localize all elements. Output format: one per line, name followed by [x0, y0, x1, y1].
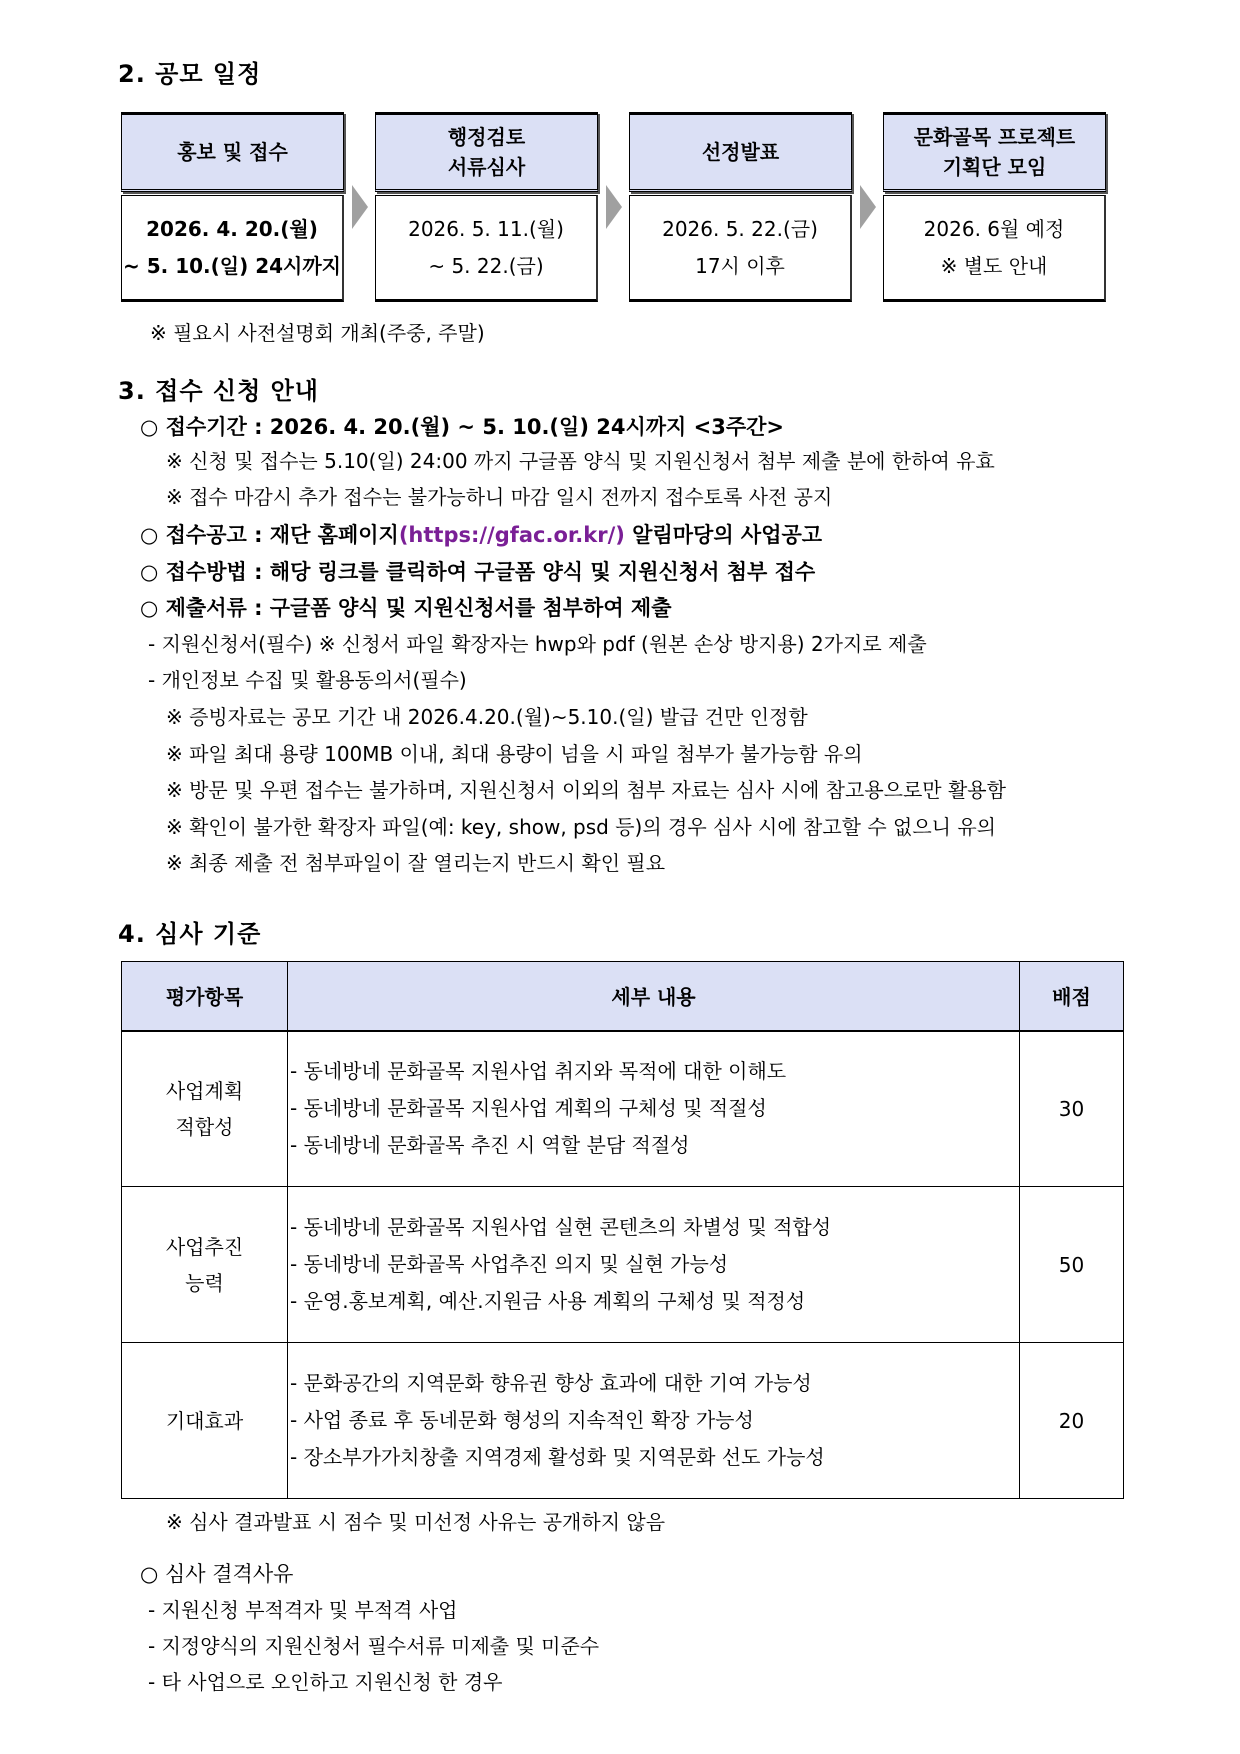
table-header-row [122, 962, 1124, 1031]
doc-item-2: - 개인정보 수집 및 활용동의서(필수) [148, 668, 467, 692]
step-head: 선정발표 [629, 112, 852, 192]
section-title-application: 3. 접수 신청 안내 [118, 377, 319, 405]
criteria-table [121, 961, 1124, 1499]
schedule-step-3 [629, 112, 852, 302]
section-title-schedule: 2. 공모 일정 [118, 60, 262, 88]
score-cell: 50 [1020, 1187, 1124, 1343]
category-cell: 사업추진 능력 [122, 1187, 288, 1343]
doc-item-1: - 지원신청서(필수) ※ 신청서 파일 확장자는 hwp와 pdf (원본 손상 방지용) 2가지로 제출 [148, 632, 927, 656]
doc-note: ※ 최종 제출 전 첨부파일이 잘 열리는지 반드시 확인 필요 [166, 851, 666, 875]
detail-line: - 동네방네 문화골목 지원사업 취지와 목적에 대한 이해도 [290, 1059, 787, 1084]
schedule-step-4 [883, 112, 1106, 302]
step-body: 2026. 5. 22.(금) 17시 이후 [629, 195, 852, 302]
details-cell [288, 1343, 1020, 1499]
table-row [122, 1343, 1124, 1499]
score-cell: 30 [1020, 1031, 1124, 1187]
table-note: ※ 심사 결과발표 시 점수 및 미선정 사유는 공개하지 않음 [166, 1510, 666, 1534]
application-notice [140, 521, 822, 549]
disqualification-title: ○ 심사 결격사유 [140, 1562, 294, 1586]
submission-docs: ○ 제출서류 : 구글폼 양식 및 지원신청서를 첨부하여 제출 [140, 596, 672, 620]
doc-note: ※ 파일 최대 용량 100MB 이내, 최대 용량이 넘을 시 파일 첨부가 불가능함 유의 [166, 742, 863, 766]
score-cell: 20 [1020, 1343, 1124, 1499]
step-head: 행정검토 서류심사 [375, 112, 598, 192]
step-body: 2026. 6월 예정 ※ 별도 안내 [883, 195, 1106, 302]
detail-line: - 운영.홍보계획, 예산.지원금 사용 계획의 구체성 및 적정성 [290, 1289, 806, 1313]
section-title-criteria: 4. 심사 기준 [118, 920, 262, 948]
period-note-1: ※ 신청 및 접수는 5.10(일) 24:00 까지 구글폼 양식 및 지원신청서 첨부 제출 분에 한하여 유효 [166, 449, 995, 473]
category-cell: 사업계획 적합성 [122, 1031, 288, 1187]
step-body: 2026. 4. 20.(월) ~ 5. 10.(일) 24시까지 [121, 195, 344, 302]
chevron-right-icon [606, 185, 622, 229]
disqualification-item: - 지원신청 부적격자 및 부적격 사업 [148, 1598, 458, 1622]
schedule-step-2 [375, 112, 598, 302]
category-cell: 기대효과 [122, 1343, 288, 1499]
detail-line: - 동네방네 문화골목 추진 시 역할 분담 적절성 [290, 1133, 690, 1158]
header-details: 세부 내용 [288, 962, 1020, 1031]
notice-suffix: 알림마당의 사업공고 [624, 523, 823, 547]
detail-line: - 사업 종료 후 동네문화 형성의 지속적인 확장 가능성 [290, 1408, 754, 1432]
step-body: 2026. 5. 11.(월) ~ 5. 22.(금) [375, 195, 598, 302]
step-head: 홍보 및 접수 [121, 112, 344, 192]
step-head: 문화골목 프로젝트 기획단 모임 [883, 112, 1106, 192]
detail-line: - 동네방네 문화골목 사업추진 의지 및 실현 가능성 [290, 1252, 729, 1276]
detail-line: - 동네방네 문화골목 지원사업 계획의 구체성 및 적절성 [290, 1096, 767, 1121]
schedule-step-1 [121, 112, 344, 302]
disqualification-item: - 타 사업으로 오인하고 지원신청 한 경우 [148, 1670, 503, 1694]
homepage-link[interactable]: (https://gfac.or.kr/) [398, 523, 625, 547]
chevron-right-icon [352, 185, 368, 229]
detail-line: - 장소부가가치창출 지역경제 활성화 및 지역문화 선도 가능성 [290, 1445, 825, 1469]
details-cell [288, 1031, 1020, 1187]
schedule-note: ※ 필요시 사전설명회 개최(주중, 주말) [150, 321, 485, 345]
detail-line: - 동네방네 문화골목 지원사업 실현 콘텐츠의 차별성 및 적합성 [290, 1215, 832, 1239]
table-row [122, 1187, 1124, 1343]
period-note-2: ※ 접수 마감시 추가 접수는 불가능하니 마감 일시 전까지 접수토록 사전 공지 [166, 485, 833, 509]
chevron-right-icon [860, 185, 876, 229]
doc-note: ※ 확인이 불가한 확장자 파일(예: key, show, psd 등)의 경우 심사 시에 참고할 수 없으니 유의 [166, 815, 996, 839]
header-category: 평가항목 [122, 962, 288, 1031]
details-cell [288, 1187, 1020, 1343]
doc-note: ※ 증빙자료는 공모 기간 내 2026.4.20.(월)~5.10.(일) 발급 건만 인정함 [166, 705, 808, 729]
header-score: 배점 [1020, 962, 1124, 1031]
doc-note: ※ 방문 및 우편 접수는 불가하며, 지원신청서 이외의 첨부 자료는 심사 시에 참고용으로만 활용함 [166, 778, 1006, 802]
notice-prefix: ○ 접수공고 : 재단 홈페이지 [140, 523, 399, 547]
detail-line: - 문화공간의 지역문화 향유권 향상 효과에 대한 기여 가능성 [290, 1371, 812, 1395]
application-period: ○ 접수기간 : 2026. 4. 20.(월) ~ 5. 10.(일) 24시까지 <3주간> [140, 415, 784, 439]
table-row [122, 1031, 1124, 1187]
disqualification-item: - 지정양식의 지원신청서 필수서류 미제출 및 미준수 [148, 1634, 600, 1658]
application-method: ○ 접수방법 : 해당 링크를 클릭하여 구글폼 양식 및 지원신청서 첨부 접수 [140, 560, 816, 584]
